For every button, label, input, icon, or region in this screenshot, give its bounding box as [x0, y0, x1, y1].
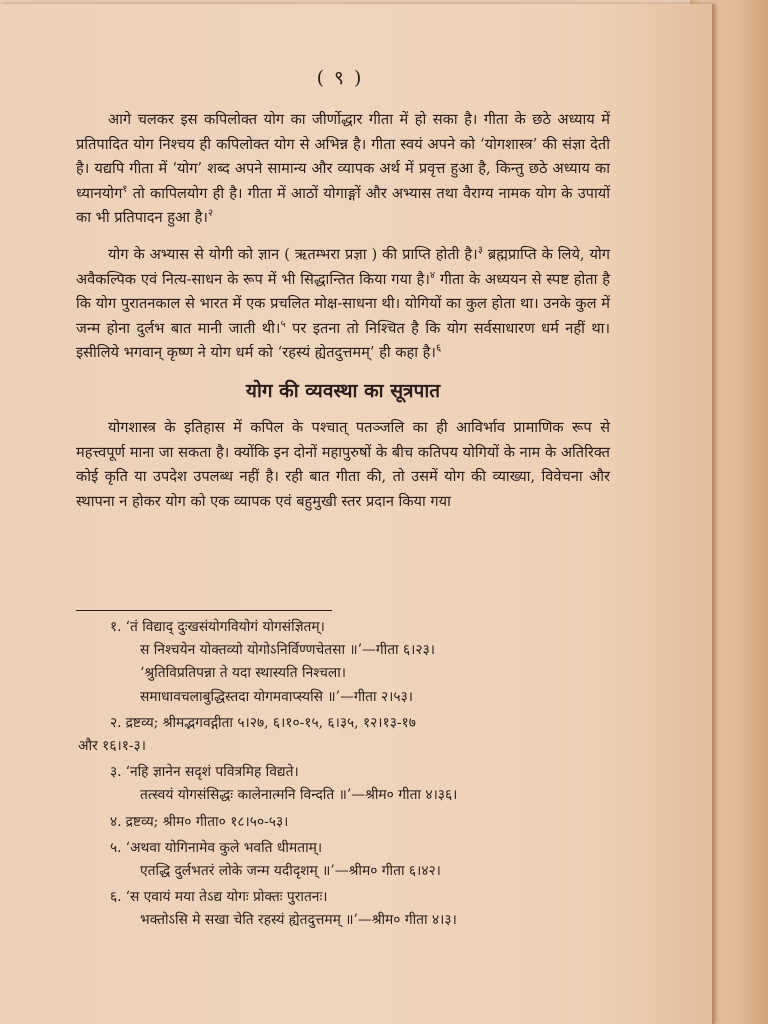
footnote-line: ‘तं विद्याद् दुःखसंयोगवियोगं योगसंज्ञितम्। — [125, 619, 325, 635]
footnote-ref-4: ४ — [429, 269, 436, 281]
footnote-line: स निश्चयेन योक्तव्यो योगोऽनिर्विण्णचेतसा ॥’—गीता ६।२३। — [140, 642, 435, 659]
footnote-divider — [76, 610, 332, 611]
text-run: योग के अभ्यास से योगी को ज्ञान ( ऋतम्भरा प्रज्ञा ) की प्राप्ति होती है। — [108, 245, 478, 263]
page-number: ( ९ ) — [316, 67, 364, 89]
footnote-line: तत्स्वयं योगसंसिद्धः कालेनात्मनि विन्दति ॥’—श्रीम० गीता ४।३६। — [140, 787, 458, 804]
paragraph-1 — [76, 108, 610, 231]
footnote-ref-6: ६ — [435, 343, 442, 355]
footnote-2 — [78, 712, 618, 758]
footnote-number: ३. — [110, 764, 122, 781]
footnote-line: ‘श्रुतिविप्रतिपन्ना ते यदा स्थास्यति निश्चला। — [140, 665, 347, 682]
footnote-4 — [78, 811, 618, 834]
section-heading: योग की व्यवस्था का सूत्रपात — [245, 379, 441, 402]
footnote-number: २. — [110, 714, 122, 731]
footnote-number: १. — [110, 619, 122, 635]
footnote-number: ६. — [110, 889, 122, 906]
footnote-line: एतद्धि दुर्लभतरं लोके जन्म यदीदृशम् ॥’—श्रीम० गीता ६।४२। — [140, 863, 441, 880]
footnote-ref-5: ५ — [280, 318, 286, 330]
text-run: ब्रह्मप्राप्ति के लिये, योग अवैकल्पिक एवं नित्य-साधन के रूप में भी सिद्धान्तित किया गया है। — [76, 245, 611, 288]
paragraph-2 — [76, 243, 610, 366]
book-page — [0, 4, 714, 1024]
footnote-ref-1: १ — [122, 183, 128, 195]
main-text — [76, 108, 610, 526]
text-run: तो कापिलयोग ही है। गीता में आठों योगाङ्गों और अभ्यास तथा वैराग्य नामक योग के उपायों का भी प्रतिपादन हुआ है। — [76, 184, 610, 227]
footnote-line: द्रष्टव्य; श्रीमद्भगवद्गीता ५।२७, ६।१०-१५, ६।३५, १२।१३-१७ — [125, 714, 416, 731]
footnote-ref-2: २ — [207, 208, 214, 220]
footnote-number: ५. — [110, 839, 122, 856]
footnotes — [78, 616, 618, 936]
footnote-1 — [78, 616, 618, 709]
footnote-line: और १६।१-३। — [78, 738, 146, 755]
paragraph-3: योगशास्त्र के इतिहास में कपिल के पश्चात् पतञ्जलि का ही आविर्भाव प्रामाणिक रूप से महत्त्वपूर्ण माना जा सकता है। क्योंकि इन दोनों महापुरुषों के बीच कतिपय योगियों के नाम के अतिरिक्त कोई कृति या उपदेश उपलब्ध नहीं है। रही बात गीता की, तो उसमें योग की व्याख्या, विवेचना और स्थापना न होकर योग को एक व्यापक एवं बहुमुखी स्तर प्रदान किया गया — [76, 418, 610, 510]
text-run: आगे चलकर इस कपिलोक्त योग का जीर्णोद्धार गीता में हो सका है। गीता के छठे अध्याय में प्रतिपादित योग निश्चय ही कपिलोक्त योग से अभिन्न है। गीता स्वयं अपने को ‘योगशास्त्र’ की संज्ञा देती है। यद्यपि गीता में ‘योग’ शब्द अपने सामान्य और व्यापक अर्थ में प्रवृत्त हुआ है, किन्तु छठे अध्याय का ध्यानयोग — [76, 111, 610, 202]
footnote-number: ४. — [110, 813, 122, 830]
footnote-3 — [78, 761, 618, 807]
footnote-ref-3: ३ — [477, 245, 483, 257]
footnote-6 — [78, 886, 618, 932]
footnote-line: भक्तोऽसि मे सखा चेति रहस्यं ह्येतदुत्तमम् ॥’—श्रीम० गीता ४।३। — [140, 912, 457, 929]
text-run: गीता के अध्ययन से स्पष्ट होता है कि योग पुरातनकाल से भारत में एक प्रचलित मोक्ष-साधना थी। योगियों का कुल होता था। उनके कुल में जन्म होना दुर्लभ बात मानी जाती थी। — [76, 270, 610, 337]
footnote-line: ‘नहि ज्ञानेन सदृशं पवित्रमिह विद्यते। — [125, 764, 299, 781]
footnote-line: ‘अथवा योगिनामेव कुले भवति धीमताम्। — [125, 839, 323, 856]
footnote-5 — [78, 837, 618, 883]
footnote-line: समाधावचलाबुद्धिस्तदा योगमवाप्स्यसि ॥’—गीता २।५३। — [140, 688, 413, 705]
text-run: पर इतना तो निश्चित है कि योग सर्वसाधारण धर्म नहीं था। इसीलिये भगवान् कृष्ण ने योग धर्म को ‘रहस्यं ह्येतदुत्तमम्’ ही कहा है। — [76, 319, 610, 362]
footnote-line: ‘स एवायं मया तेऽद्य योगः प्रोक्तः पुरातनः। — [125, 889, 328, 906]
footnote-line: द्रष्टव्य; श्रीम० गीता० १८।५०-५३। — [125, 813, 289, 830]
